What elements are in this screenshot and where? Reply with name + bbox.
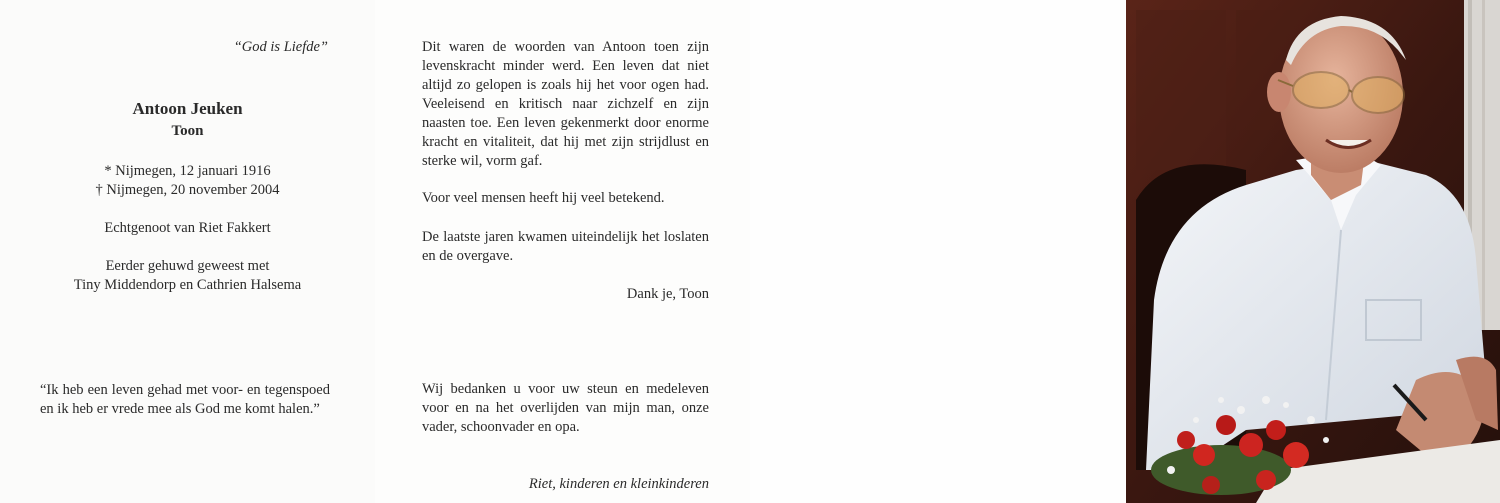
spouse-line: Echtgenoot van Riet Fakkert xyxy=(104,220,271,236)
card-panel-blank xyxy=(750,0,1125,503)
birth-line: * Nijmegen, 12 januari 1916 xyxy=(104,163,271,179)
previous-marriage-label: Eerder gehuwd geweest met xyxy=(105,258,270,274)
tribute-paragraph-3: De laatste jaren kwamen uiteindelijk het loslaten en de overgave. xyxy=(422,229,709,264)
tribute-paragraph: Dit waren de woorden van Antoon toen zijn levenskracht minder werd. Een leven dat niet altijd zo gelopen is zoals hij het voor ogen had. Veeleisend en kritisch naar zichzelf en zijn naasten toe. Een leven gekenmerkt door enorme kracht en vitaliteit, dat hij met zijn strijdlust en sterke wil, vorm gaf. xyxy=(422,39,709,169)
death-line: † Nijmegen, 20 november 2004 xyxy=(95,182,280,198)
motto: “God is Liefde” xyxy=(233,39,328,55)
previous-marriage-names: Tiny Middendorp en Cathrien Halsema xyxy=(73,277,302,293)
card-panel-left xyxy=(0,0,375,503)
gratitude-paragraph: Wij bedanken u voor uw steun en medeleven voor en na het overlijden van mijn man, onze vader, schoonvader en opa. xyxy=(422,381,709,435)
quote: “Ik heb een leven gehad met voor- en tegenspoed en ik heb er vrede mee als God me komt halen.” xyxy=(40,382,330,417)
deceased-name: Antoon Jeuken xyxy=(132,99,243,118)
card-panel-middle xyxy=(375,0,750,503)
nickname: Toon xyxy=(171,123,204,139)
portrait-photo-icon xyxy=(1126,0,1500,503)
tribute-paragraph-2: Voor veel mensen heeft hij veel betekend. xyxy=(422,190,665,206)
thanks-line: Dank je, Toon xyxy=(626,286,709,302)
signature: Riet, kinderen en kleinkinderen xyxy=(528,476,709,492)
